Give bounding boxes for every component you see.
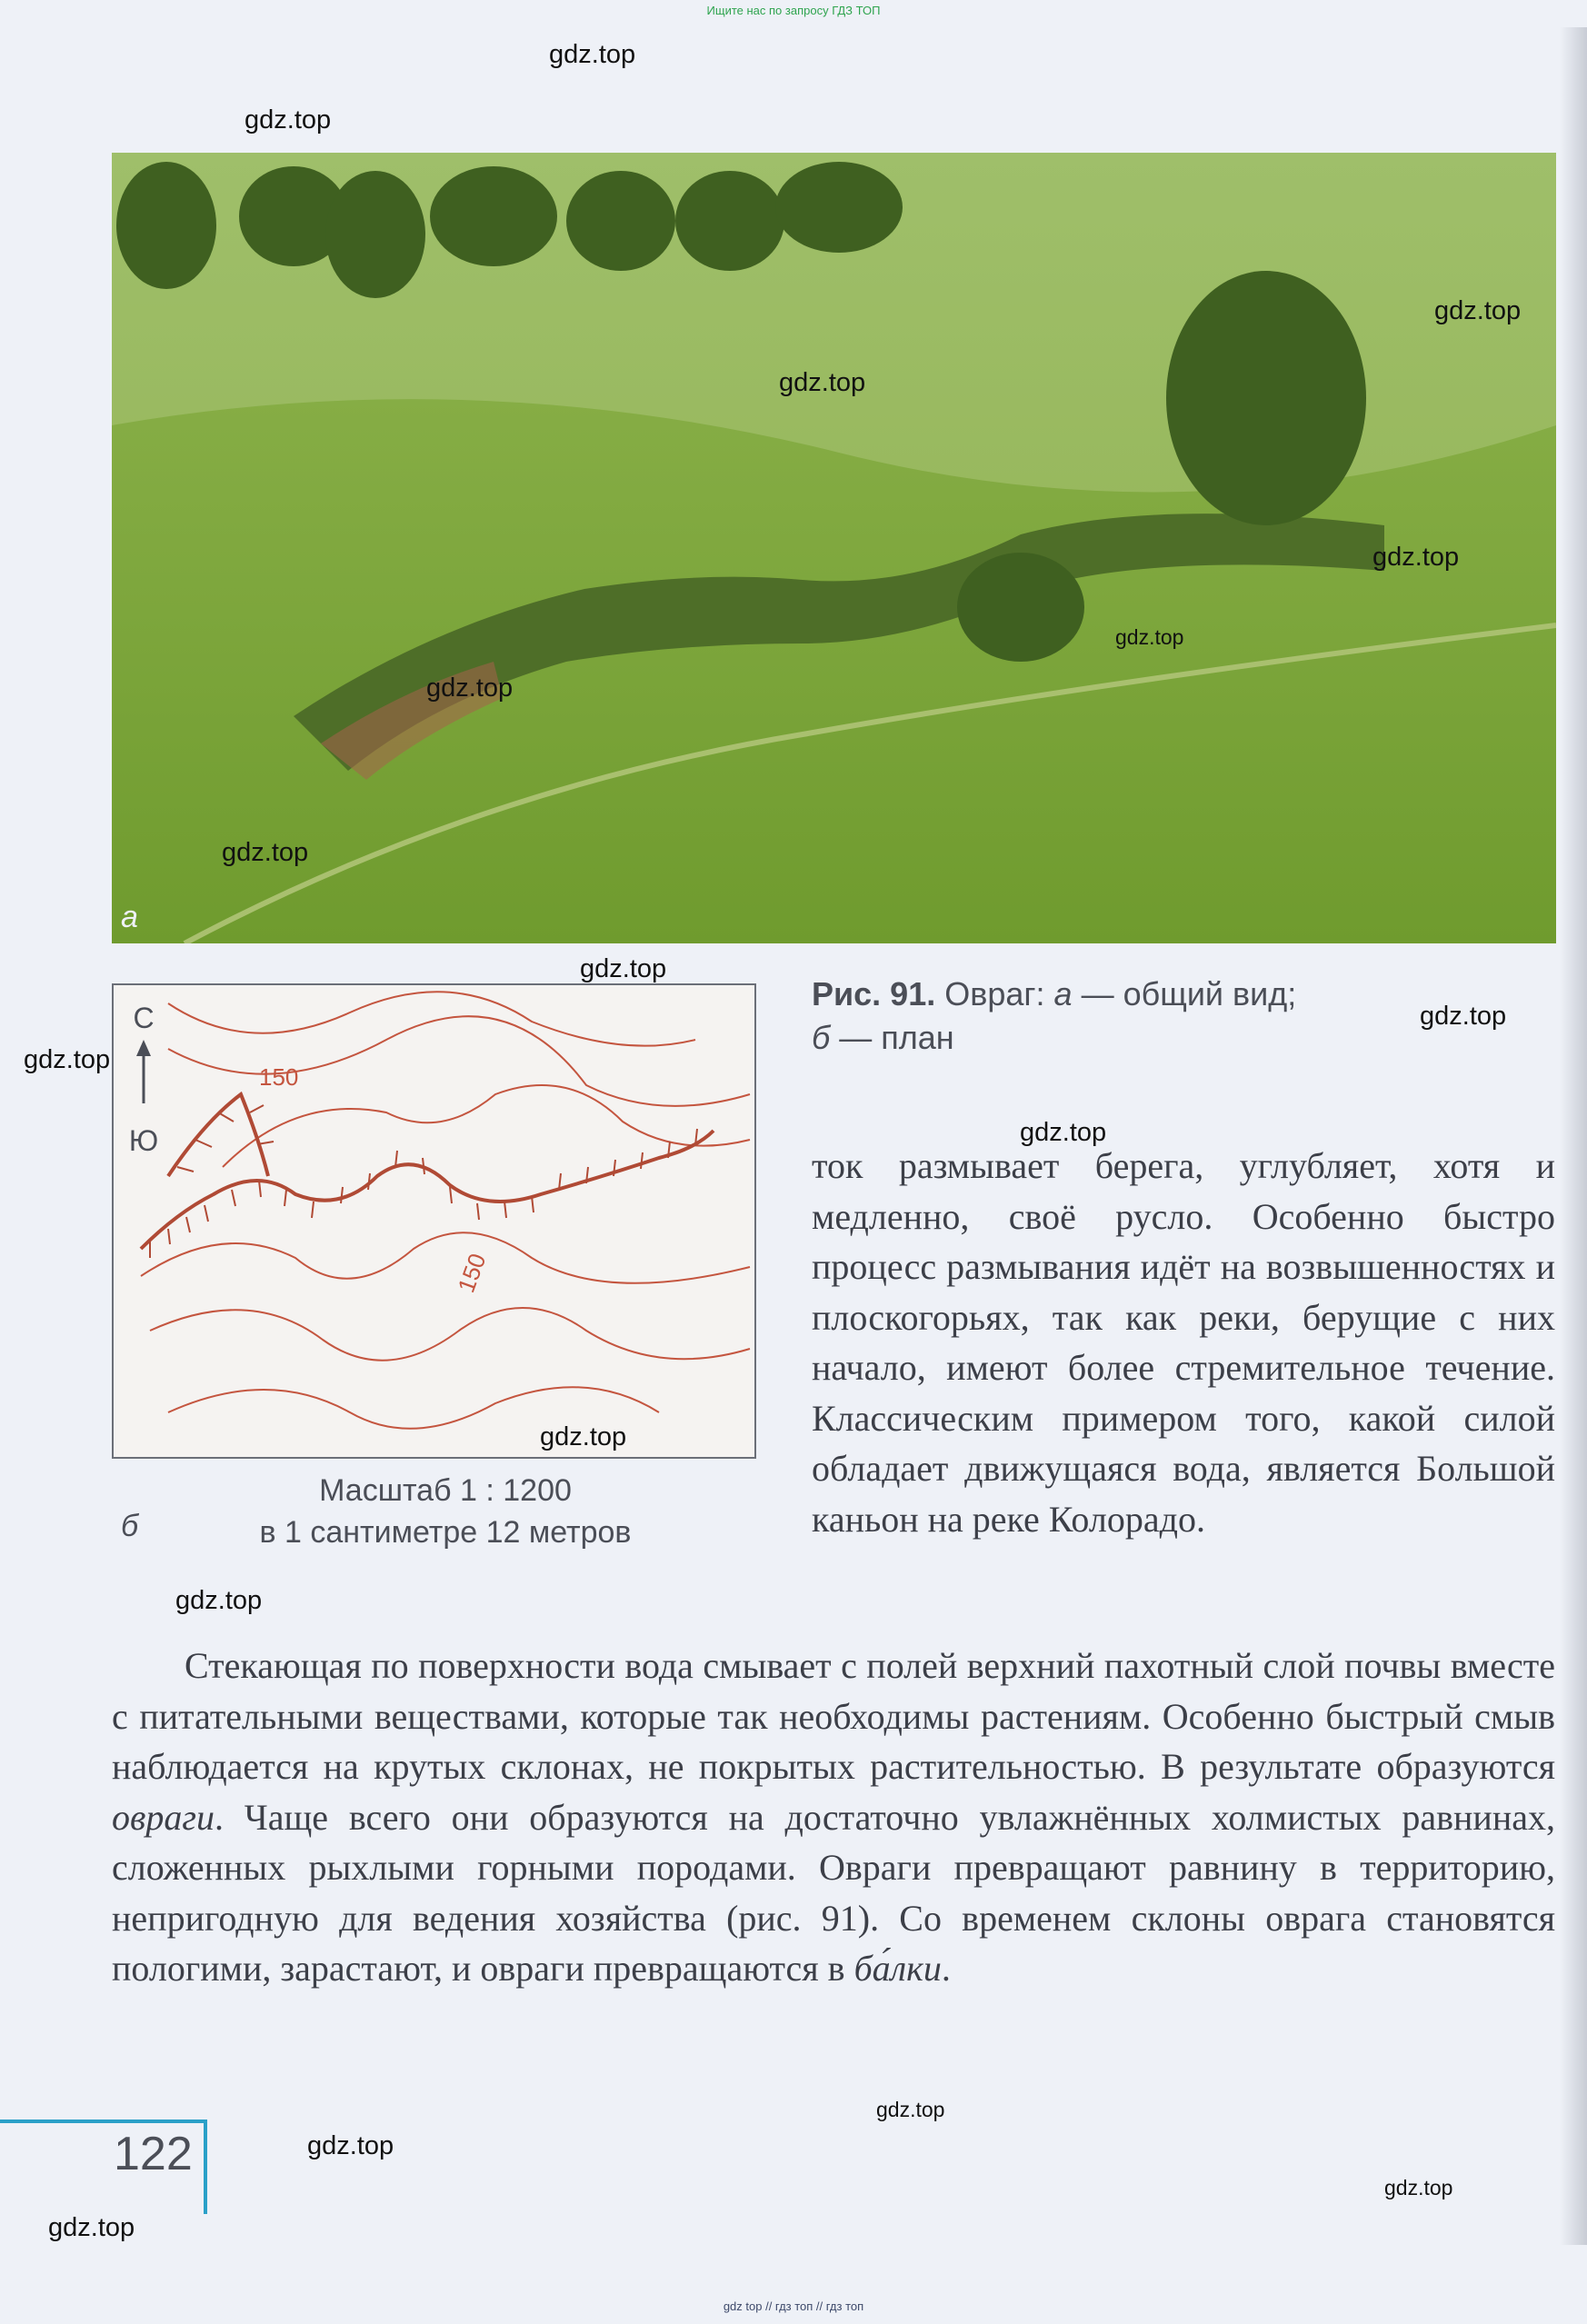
watermark: gdz.top [876,2098,945,2121]
figure-label-a: а [121,900,138,934]
ravine-photo [112,153,1556,943]
caption-text-2: — общий вид; [1072,975,1297,1012]
ravine-plan-map [112,983,756,1459]
caption-a: а [1053,975,1073,1012]
watermark: gdz.top [307,2131,394,2160]
figure-label-b: б [121,1509,139,1543]
caption-figure-number: Рис. 91. [812,975,936,1012]
watermark: gdz.top [222,838,309,867]
watermark: gdz.top [1384,2176,1453,2199]
main-text-part-1: Стекающая по поверхности вода смывает с полей верхний пахотный слой почвы вместе с питательными веществами, которые так необходимы растениям. Особенно быстрый смыв наблюдается на крутых склонах, не покрытых растительностью. В результате образуются [112,1645,1555,1787]
side-paragraph-text: ток размывает берега, углубляет, хотя и медленно, своё русло. Особенно быстро процесс размывания идёт на возвышенностях и плоскогорьях, так как реки, берущие с них начало, имеют более стремительное течение. Классическим примером того, какой силой обладает движущаяся вода, является Большой каньон на реке Колорадо. [812,1145,1555,1540]
compass-south: Ю [128,1124,159,1157]
watermark: gdz.top [1420,1002,1507,1031]
watermark: gdz.top [779,368,866,397]
watermark: gdz.top [24,1045,111,1074]
watermark: gdz.top [1115,625,1184,649]
scale-line-2: в 1 сантиметре 12 метров [259,1515,632,1550]
footer-links[interactable]: gdz top // гдз топ // гдз топ [723,2299,864,2313]
main-text-part-3: . [941,1948,951,1989]
watermark: gdz.top [1434,296,1522,325]
figure-caption [812,972,1466,1060]
watermark: gdz.top [48,2213,135,2242]
side-paragraph [812,1141,1555,1544]
watermark: gdz.top [1020,1118,1107,1147]
compass [125,1002,162,1157]
map-scale [218,1470,673,1553]
contour-lines [114,985,756,1459]
watermark: gdz.top [549,40,636,69]
caption-text-1: Овраг: [935,975,1054,1012]
contour-label-2: 150 [452,1250,492,1297]
main-text-part-2: . Чаще всего они образуются на достаточно увлажнённых холмистых равнинах, сложенных рыхлыми горными породами. Овраги превращают равнину в территорию, непригодную для ведения хозяйства (рис. 91). Со временем склоны оврага становятся пологими, зарастают, и овраги превращаются в [112,1796,1555,1989]
watermark: gdz.top [245,105,332,135]
watermark: gdz.top [1372,543,1460,572]
compass-north: С [133,1002,155,1034]
ravine-photo-drawing [112,153,1556,943]
term-balki: ба́лки [853,1948,942,1989]
watermark: gdz.top [540,1422,627,1451]
top-banner[interactable]: Ищите нас по запросу ГДЗ ТОП [706,4,881,17]
page-number: 122 [114,2128,193,2180]
page-edge-shadow [1560,27,1587,2245]
watermark: gdz.top [580,954,667,983]
watermark: gdz.top [175,1586,263,1615]
caption-b: б [812,1019,831,1056]
term-ravines: овраги [112,1796,215,1838]
watermark: gdz.top [426,673,514,703]
main-paragraph [112,1641,1555,1994]
caption-text-3: — план [830,1019,954,1056]
contour-label-1: 150 [259,1063,299,1091]
scale-line-1: Масштаб 1 : 1200 [319,1473,572,1508]
